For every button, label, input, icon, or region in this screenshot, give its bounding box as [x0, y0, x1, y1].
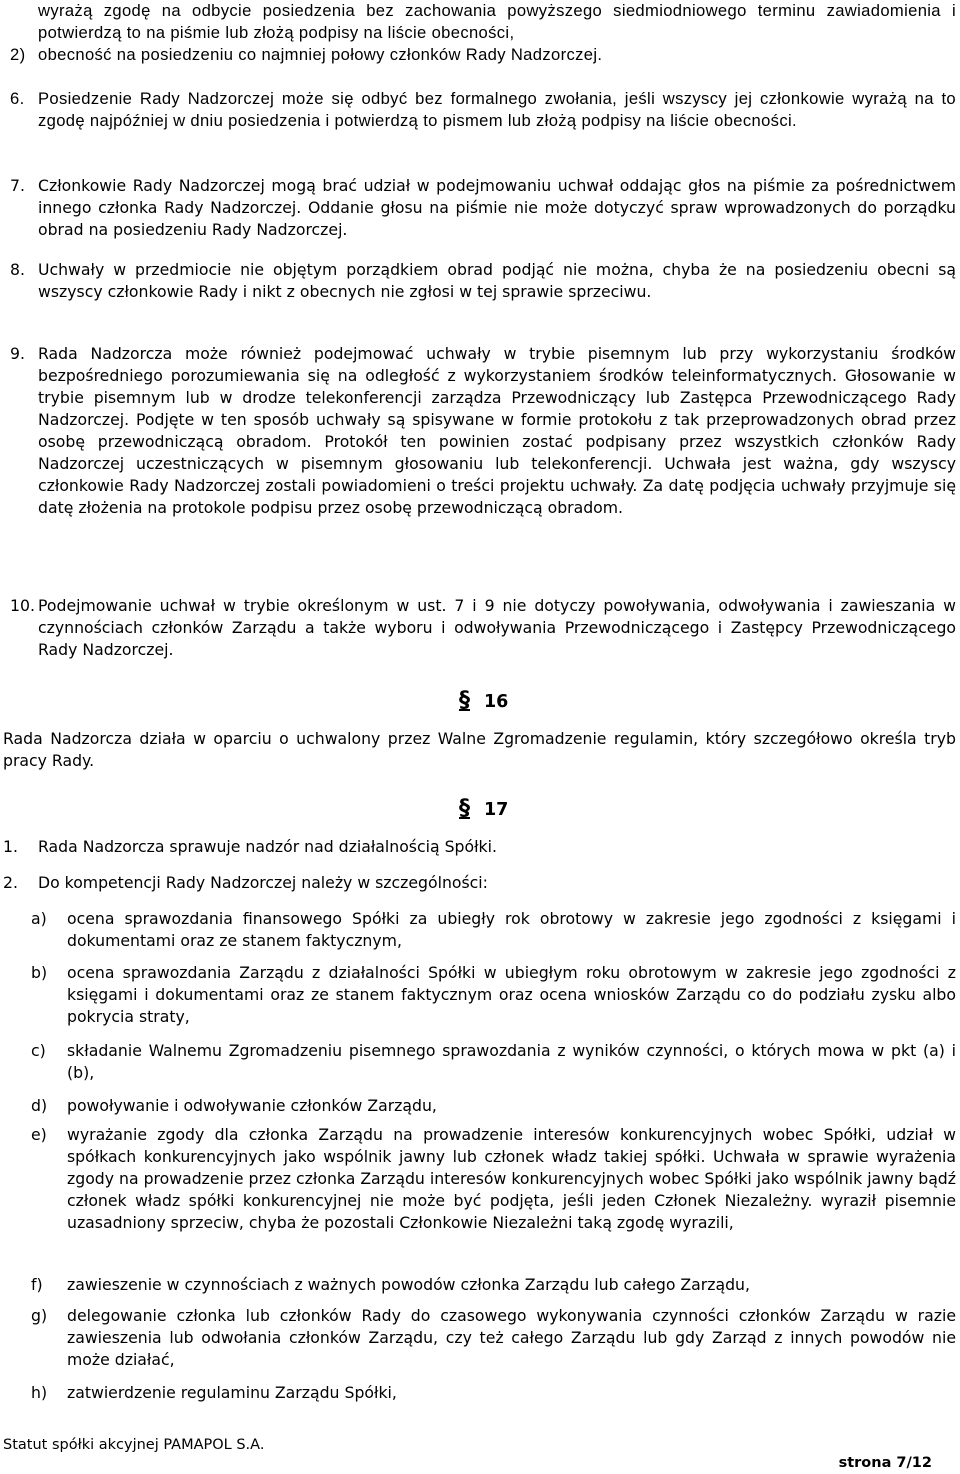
list-text: delegowanie członka lub członków Rady do czasowego wykonywania czynności członków Zarządu w razie zawieszenia lub odwołania członków Zarządu, czy też całego Zarządu lub gdy Zarząd z innych powodów nie może działać, [67, 1306, 956, 1369]
letter-item-g [31, 1305, 956, 1371]
list-letter: b) [31, 963, 48, 982]
list-text: wyrażanie zgody dla członka Zarządu na prowadzenie interesów konkurencyjnych wobec Spółki, udział w spółkach konkurencyjnych jako wspólnik jawny lub członek władz takiej spółki. Uchwała w sprawie wyrażenia zgody na prowadzenie przez członka Zarządu interesów konkurencyjnych wobec Spółki jako wspólnik jawny bądź członek władz spółki konkurencyjnej nie może być podjęta, jeśli jeden Członek Niezależny. wyraził pisemnie uzasadniony sprzeciw, chyba że pozostali Członkowie Niezależni taką zgodę wyrazili, [67, 1125, 956, 1232]
paragraph-symbol: § [459, 688, 470, 713]
list-text: Rada Nadzorcza może również podejmować uchwały w trybie pisemnym lub przy wykorzystaniu środków bezpośredniego porozumiewania się na odległość z wykorzystaniem środków teleinformatycznych. Głosowanie w trybie pisemnym lub w drodze telekonferencji zarządza Przewodniczący lub Zastępca Przewodniczącego Rady Nadzorczej. Podjęte w ten sposób uchwały są spisywane w formie protokołu z tak przeprowadzonych obrad przez osobę przewodniczącą obradom. Protokół ten powinien zostać podpisany przez wszystkich członków Rady Nadzorczej uczestniczących w pisemnym głosowaniu lub telekonferencji. Uchwała jest ważna, gdy wszyscy członkowie Rady Nadzorczej zostali powiadomieni o treści projektu uchwały. Za datę podjęcia uchwały przyjmuje się datę złożenia na protokole podpisu przez osobę przewodniczącą obradom. [38, 344, 956, 517]
list-letter: d) [31, 1096, 48, 1115]
letter-item-a [31, 908, 956, 952]
list-number: 9. [10, 344, 25, 363]
list-number: 2. [3, 873, 18, 892]
letter-item-h [31, 1382, 956, 1404]
list-number: 2) [10, 45, 26, 64]
letter-item-d [31, 1095, 956, 1117]
list-text: Członkowie Rady Nadzorczej mogą brać udział w podejmowaniu uchwał oddając głos na piśmie za pośrednictwem innego członka Rady Nadzorczej. Oddanie głosu na piśmie nie może dotyczyć spraw wprowadzonych do porządku obrad na posiedzeniu Rady Nadzorczej. [38, 176, 956, 239]
paragraph-item-8 [10, 259, 956, 303]
list-number: 8. [10, 260, 25, 279]
list-number: 1. [3, 837, 18, 856]
section-number: 16 [484, 692, 509, 712]
list-text: powoływanie i odwoływanie członków Zarządu, [67, 1096, 437, 1115]
paragraph-item-9 [10, 343, 956, 519]
footer-page-number: strona 7/12 [838, 1455, 932, 1471]
letter-item-f [31, 1274, 956, 1296]
list-text: Podejmowanie uchwał w trybie określonym w ust. 7 i 9 nie dotyczy powoływania, odwoływania i zawieszania w czynnościach członków Zarządu a także wyboru i odwoływania Przewodniczącego i Zastępcy Przewodniczącego Rady Nadzorczej. [38, 596, 956, 659]
list-number: 6. [10, 89, 25, 108]
list-text: Do kompetencji Rady Nadzorczej należy w szczególności: [38, 873, 488, 892]
list-text: ocena sprawozdania Zarządu z działalności Spółki w ubiegłym roku obrotowym w zakresie jego zgodności z księgami i dokumentami oraz ze stanem faktycznym oraz ocena wniosków Zarządu co do podziału zysku albo pokrycia straty, [67, 963, 956, 1026]
section-17-item-1 [3, 836, 956, 858]
paragraph-item-10 [10, 595, 956, 661]
letter-item-e [31, 1124, 956, 1234]
section-17-item-2 [3, 872, 956, 894]
letter-item-b [31, 962, 956, 1028]
list-number: 10. [10, 596, 35, 615]
list-text: Uchwały w przedmiocie nie objętym porządkiem obrad podjąć nie można, chyba że na posiedzeniu obecni są wszyscy członkowie Rady i nikt z obecnych nie zgłosi w tej sprawie sprzeciwu. [38, 260, 956, 301]
list-text: zawieszenie w czynnościach z ważnych powodów członka Zarządu lub całego Zarządu, [67, 1275, 750, 1294]
section-heading-16 [459, 688, 508, 713]
section-heading-17 [459, 796, 508, 821]
list-text: Rada Nadzorcza sprawuje nadzór nad działalnością Spółki. [38, 837, 497, 856]
footer-document-title: Statut spółki akcyjnej PAMAPOL S.A. [3, 1437, 265, 1453]
list-text: obecność na posiedzeniu co najmniej połowy członków Rady Nadzorczej. [38, 45, 603, 64]
list-letter: h) [31, 1383, 48, 1402]
paragraph-item-7 [10, 175, 956, 241]
list-number: 7. [10, 176, 25, 195]
paragraph-symbol: § [459, 796, 470, 821]
list-text: ocena sprawozdania finansowego Spółki za ubiegły rok obrotowy w zakresie jego zgodności z księgami i dokumentami oraz ze stanem faktycznym, [67, 909, 956, 950]
continuation-block [38, 0, 956, 44]
section-16-text [3, 728, 956, 772]
paragraph-item-6 [10, 88, 956, 132]
list-letter: g) [31, 1306, 48, 1325]
list-letter: e) [31, 1125, 47, 1144]
letter-item-c [31, 1040, 956, 1084]
list-text: składanie Walnemu Zgromadzeniu pisemnego sprawozdania z wyników czynności, o których mowa w pkt (a) i (b), [67, 1041, 956, 1082]
list-letter: a) [31, 909, 47, 928]
paragraph-text: Rada Nadzorcza działa w oparciu o uchwalony przez Walne Zgromadzenie regulamin, który szczegółowo określa tryb pracy Rady. [3, 729, 956, 770]
continuation-line: wyrażą zgodę na odbycie posiedzenia bez zachowania powyższego siedmiodniowego terminu zawiadomienia i potwierdzą to na piśmie lub złożą podpisy na liście obecności, [38, 1, 956, 42]
list-text: zatwierdzenie regulaminu Zarządu Spółki, [67, 1383, 397, 1402]
list-letter: f) [31, 1275, 43, 1294]
section-number: 17 [484, 800, 509, 820]
list-text: Posiedzenie Rady Nadzorczej może się odbyć bez formalnego zwołania, jeśli wszyscy jej członkowie wyrażą na to zgodę najpóźniej w dniu posiedzenia i potwierdzą to pismem lub złożą podpisy na liście obecności. [38, 89, 956, 130]
list-letter: c) [31, 1041, 46, 1060]
continuation-item-2 [10, 44, 956, 66]
